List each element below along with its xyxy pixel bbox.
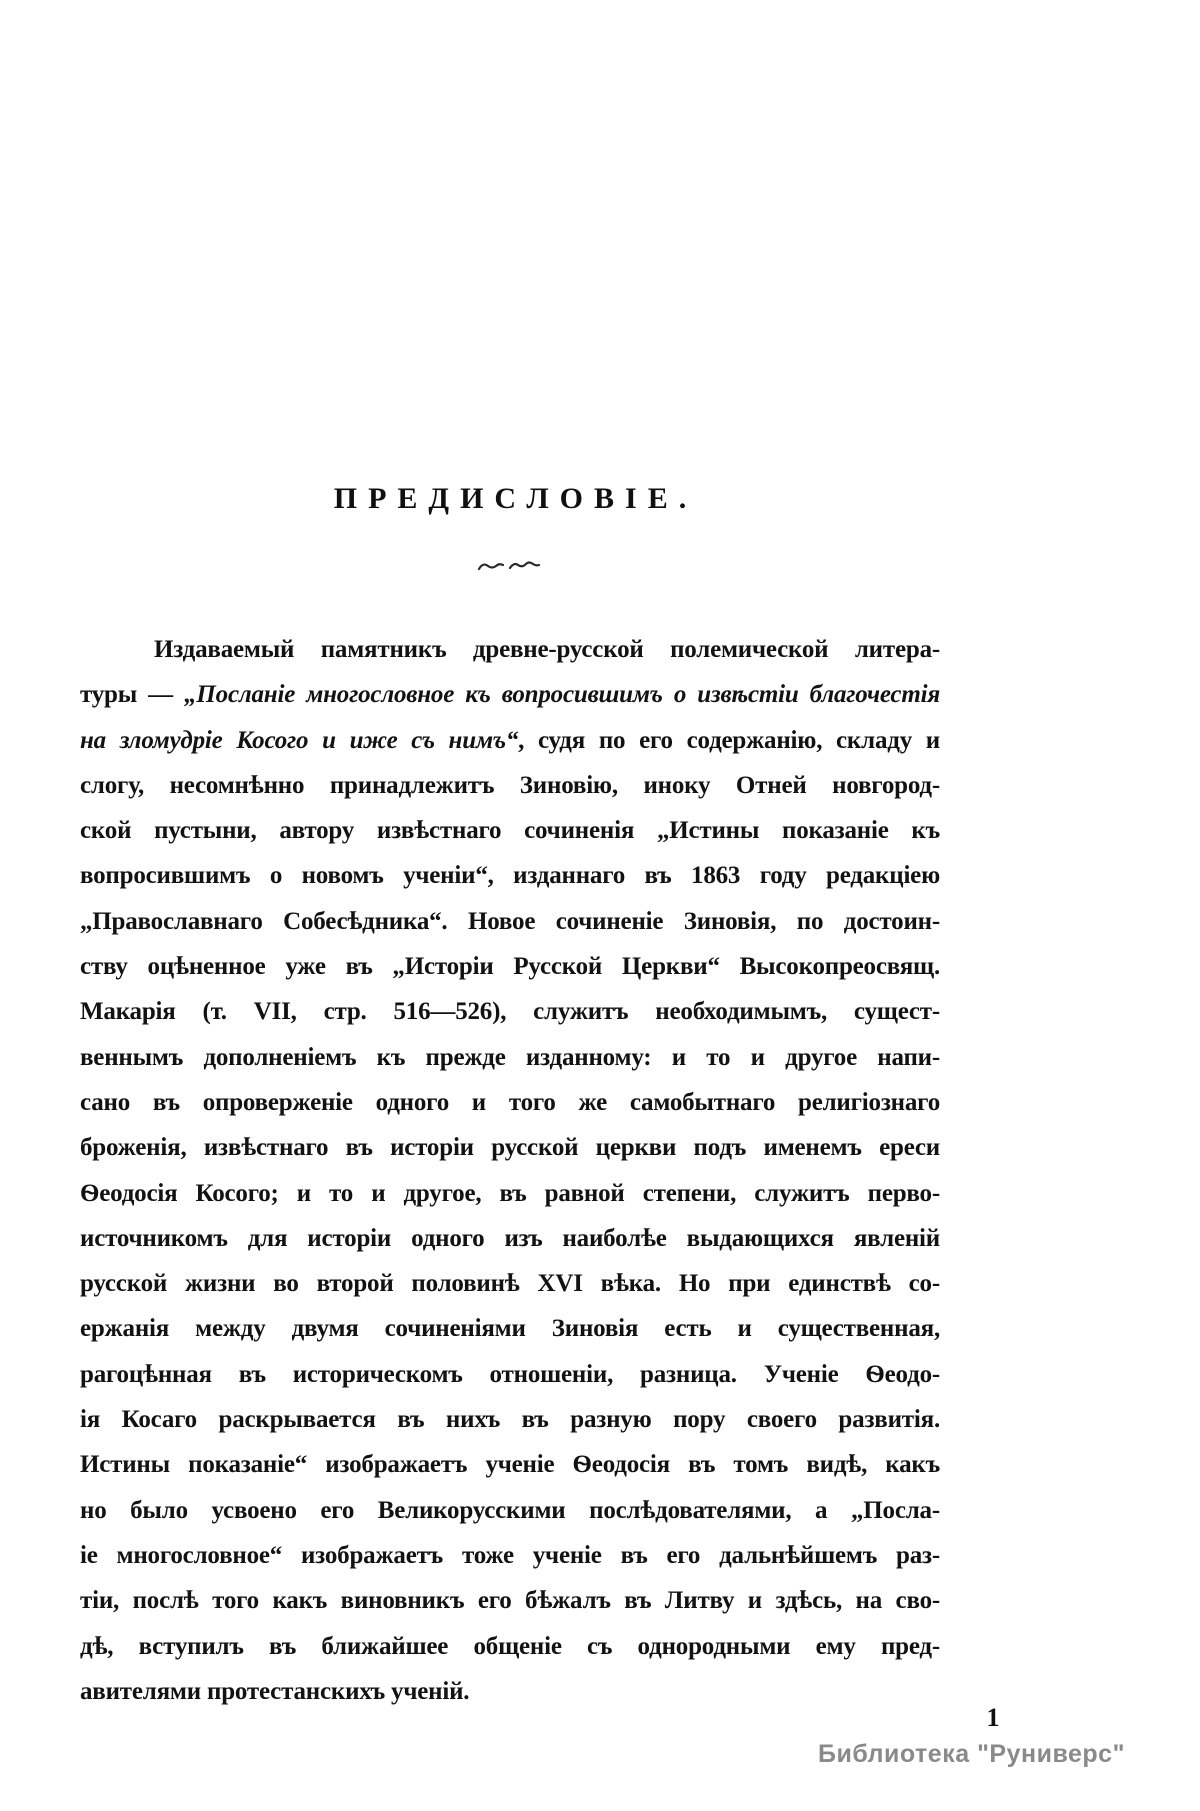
text-segment: , судя по его содержанію, складу и	[518, 726, 940, 754]
text-line	[80, 1488, 940, 1533]
text-line	[80, 1035, 940, 1080]
text-segment: ству оцѣненное уже въ „Исторіи Русской Церкви“ Высокопреосвящ.	[80, 953, 940, 981]
text-line	[80, 1442, 940, 1487]
text-line	[80, 1261, 940, 1306]
text-line	[80, 1669, 940, 1714]
text-segment: ія Косаго раскрывается въ нихъ въ разную пору своего развитія.	[80, 1406, 940, 1434]
text-line	[80, 989, 940, 1034]
text-line	[80, 672, 940, 717]
text-line	[80, 1306, 940, 1351]
text-line	[80, 718, 940, 763]
text-line	[80, 1080, 940, 1125]
body-text	[80, 627, 940, 1714]
text-line	[80, 1352, 940, 1397]
text-segment: на зломудріе Косого и иже съ нимъ“	[80, 726, 519, 754]
text-segment: ержанія между двумя сочиненіями Зиновія есть и существенная,	[80, 1315, 940, 1343]
text-line	[80, 627, 940, 672]
text-line	[80, 1216, 940, 1261]
text-segment: тіи, послѣ того какъ виновникъ его бѣжалъ въ Литву и здѣсь, на сво-	[80, 1587, 940, 1615]
text-segment: дѣ, вступилъ въ ближайшее общеніе съ однородными ему пред-	[80, 1632, 940, 1660]
text-segment: іе многословное“ изображаетъ тоже ученіе въ его дальнѣйшемъ раз-	[80, 1541, 940, 1569]
text-line	[80, 899, 940, 944]
text-line	[80, 944, 940, 989]
text-segment: „Православнаго Собесѣдника“. Новое сочиненіе Зиновія, по достоин-	[80, 907, 940, 935]
text-line	[80, 1578, 940, 1623]
text-segment: сано въ опроверженіе одного и того же самобытнаго религіознаго	[80, 1088, 940, 1116]
ornament-divider	[80, 560, 940, 579]
text-segment: авителями протестанскихъ ученій.	[80, 1677, 470, 1705]
text-line	[80, 763, 940, 808]
page-title: ПРЕДИСЛОВІЕ.	[333, 482, 698, 515]
text-segment: веннымъ дополненіемъ къ прежде изданному: и то и другое напи-	[80, 1043, 940, 1071]
text-line	[80, 1624, 940, 1669]
text-segment: источникомъ для исторіи одного изъ наиболѣе выдающихся явленій	[80, 1224, 940, 1252]
text-line	[80, 1125, 940, 1170]
text-segment: Издаваемый памятникъ древне-русской полемической литера-	[154, 636, 940, 663]
text-line	[80, 1397, 940, 1442]
text-segment: Макарія (т. VII, стр. 516—526), служитъ необходимымъ, сущест-	[80, 998, 940, 1026]
text-segment: „Посланіе многословное къ вопросившимъ о извѣстіи благочестія	[184, 681, 940, 709]
text-segment: броженія, извѣстнаго въ исторіи русской церкви подъ именемъ ереси	[80, 1134, 940, 1162]
squiggle-icon	[477, 560, 543, 574]
watermark: Библиотека "Руниверс"	[818, 1740, 1125, 1768]
text-segment: ской пустыни, автору извѣстнаго сочиненія „Истины показаніе къ	[80, 817, 940, 845]
text-segment: но было усвоено его Великорусскими послѣдователями, а „Посла-	[80, 1496, 940, 1524]
text-segment: Ѳеодосія Косого; и то и другое, въ равной степени, служитъ перво-	[80, 1179, 940, 1207]
text-segment: русской жизни во второй половинѣ XVI вѣка. Но при единствѣ со-	[80, 1270, 940, 1298]
text-segment: вопросившимъ о новомъ ученіи“, изданнаго въ 1863 году редакціею	[80, 862, 940, 890]
text-segment: слогу, несомнѣнно принадлежитъ Зиновію, иноку Отней новгород-	[80, 771, 940, 799]
text-segment: туры —	[80, 681, 185, 709]
page-number: 1	[986, 1703, 1000, 1732]
text-line	[80, 808, 940, 853]
text-line	[80, 1533, 940, 1578]
text-segment: рагоцѣнная въ историческомъ отношеніи, разница. Ученіе Ѳеодо-	[80, 1360, 940, 1388]
text-line	[80, 1171, 940, 1216]
text-segment: Истины показаніе“ изображаетъ ученіе Ѳеодосія въ томъ видѣ, какъ	[80, 1451, 940, 1479]
text-line	[80, 853, 940, 898]
